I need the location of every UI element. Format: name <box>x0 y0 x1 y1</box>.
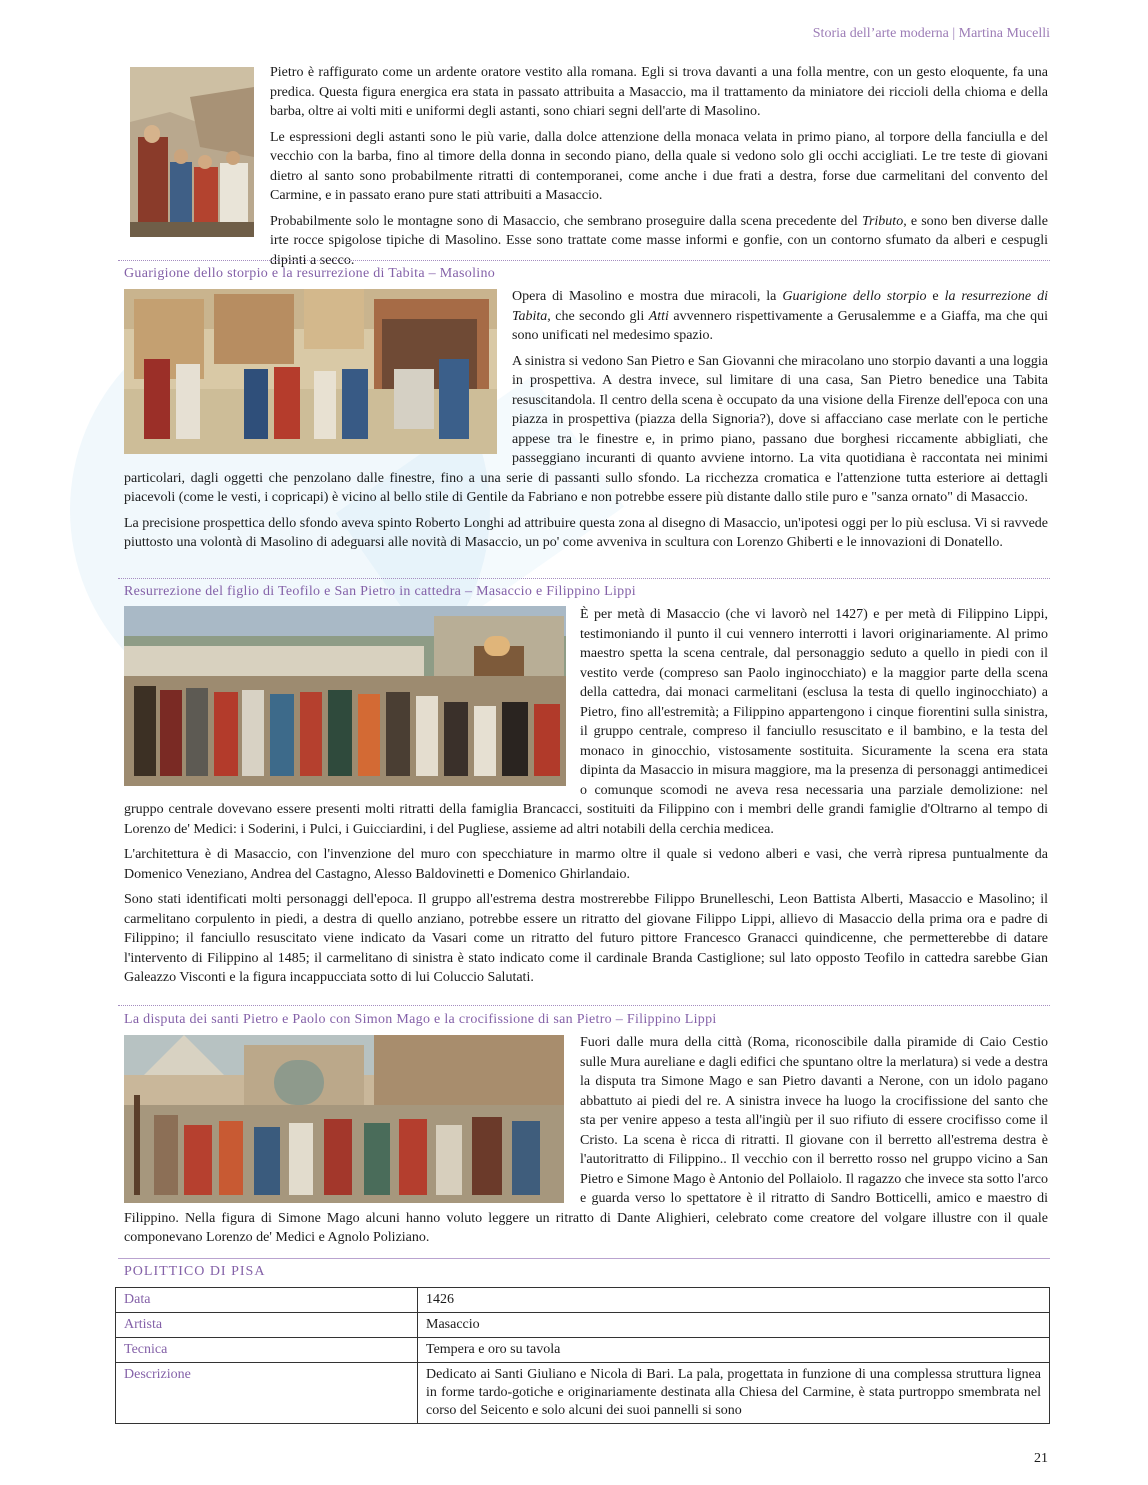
section-heading-disputa: La disputa dei santi Pietro e Paolo con Simon Mago e la crocifissione di san Pietro – Filippino Lippi <box>124 1012 717 1027</box>
section-guarigione-text <box>124 287 1048 559</box>
section-teofilo-text <box>124 605 1048 994</box>
row-key: Artista <box>116 1313 418 1338</box>
fresco-resurrezione-figlio-teofilo <box>124 606 566 786</box>
row-key: Data <box>116 1288 418 1313</box>
section-heading-guarigione: Guarigione dello storpio e la resurrezione di Tabita – Masolino <box>124 266 496 281</box>
guarigione-paragraph-3: La precisione prospettica dello sfondo aveva spinto Roberto Longhi ad attribuire questa zona al disegno di Masaccio, un'ipotesi oggi per lo più esclusa. Vi si ravvede piuttosto una volontà di Masolino di adeguarsi alle novità di Masaccio, un po' come avveniva in scultura con Lorenzo Ghiberti e le innovazioni di Donatello. <box>124 515 1049 550</box>
intro-text <box>270 63 1048 276</box>
table-row <box>116 1363 1050 1424</box>
row-key: Tecnica <box>116 1338 418 1363</box>
table-row <box>116 1313 1050 1338</box>
section-disputa-text <box>124 1033 1048 1254</box>
section-divider <box>118 1005 1050 1006</box>
intro-paragraph-1: Pietro è raffigurato come un ardente oratore vestito alla romana. Egli si trova davanti a una folla mentre, con un gesto eloquente, fa una predica. Questa figura energica era stata in passato attribuita a Masaccio, ma il trattamento da miniatore dei riccioli della chioma e della barba, oltre ai volti miti e uniformi degli astanti, sono chiari segni dell'arte di Masolino. <box>270 65 1048 119</box>
page-number: 21 <box>1034 1451 1048 1466</box>
running-header: Storia dell’arte moderna | Martina Mucelli <box>812 26 1050 41</box>
row-value: Tempera e oro su tavola <box>418 1338 1050 1363</box>
section-divider <box>118 1258 1050 1259</box>
table-row <box>116 1338 1050 1363</box>
guarigione-paragraph-2: A sinistra si vedono San Pietro e San Giovanni che miracolano uno storpio davanti a una loggia in prospettiva. A destra invece, sul limitare di una casa, San Pietro benedice una Tabita resuscitandola. Il centro della scena è occupato da una visione della Firenze dell'epoca con una piazza in prospettiva (piazza della Signoria?), dove si affacciano case merlate con le pertiche appese tra le finestre e, in primo piano, passano due borghesi riccamente abbigliati, che passeggiano incuranti di quanto avviene intorno. La vita quotidiana è raccontata nei minimi particolari, dagli oggetti che penzolano dalle finestre, fino a una serie di passanti sullo sfondo. La ricchezza cromatica e l'attenzione tutta esteriore ai dettagli piacevoli (come le vesti, i copricapi) è vicino al bello stile di Gentile da Fabriano e non potrebbe essere più distante dallo stile puro e "sanza ornato" di Masaccio. <box>124 353 1048 505</box>
section-heading-teofilo: Resurrezione del figlio di Teofilo e San Pietro in cattedra – Masaccio e Filippino Lippi <box>124 584 636 599</box>
guarigione-paragraph-1: Opera di Masolino e mostra due miracoli, la Guarigione dello storpio e la resurrezione di Tabita, che secondo gli Atti avvennero rispettivamente a Gerusalemme e a Giaffa, ma che qui sono unificati nel medesimo spazio. <box>512 289 1048 343</box>
artwork-info-table <box>115 1287 1050 1424</box>
fresco-predica-di-san-pietro <box>130 67 254 237</box>
section-heading-polittico-di-pisa: POLITTICO DI PISA <box>124 1264 266 1279</box>
disputa-paragraph-1: Fuori dalle mura della città (Roma, riconoscibile dalla piramide di Caio Cestio sulle Mura aureliane e dagli edifici che spuntano oltre la merlatura) si vede a destra la disputa tra Simone Mago e san Pietro davanti a Nerone, con un idolo pagano abbattuto ai piedi del re. A sinistra invece ha luogo la crocifissione del santo che sta per venire appeso a testa all'ingiù per il suo rifiuto di essere crocifisso come il Cristo. La scena è ricca di ritratti. Il giovane con il berretto all'estrema destra è l'autoritratto di Filippino.. Il vecchio con il berretto rosso nel gruppo vicino a San Pietro e Simone Mago è Antonio del Pollaiolo. Il ragazzo che invece sta sotto l'arco e guarda verso lo spettatore è il ritratto di Sandro Botticelli, amico e maestro di Filippino. Nella figura di Simone Mago alcuni hanno voluto leggere un ritratto di Dante Alighieri, celebrato come creatore del volgare illustre con il quale componevano Lorenzo de' Medici e Agnolo Poliziano. <box>124 1035 1048 1245</box>
fresco-guarigione-storpio <box>124 289 497 454</box>
teofilo-paragraph-3: Sono stati identificati molti personaggi dell'epoca. Il gruppo all'estrema destra mostrerebbe Filippo Brunelleschi, Leon Battista Alberti, Masaccio e Masolino; il carmelitano corpulento in piedi, a destra di quello anziano, potrebbe essere un ritratto del giovane Filippo Lippi, allievo di Masaccio della prima ora e padre di Filippino; il fanciullo resuscitato viene indicato da Vasari come un ritratto del futuro pittore Francesco Granacci quindicenne, che permetterebbe di datare l'intervento di Filippino al 1485; il carmelitano di sinistra è stato indicato come il cardinale Branda Castiglione; sul lato opposto Teofilo in cattedra sarebbe Gian Galeazzo Visconti e la figura incappucciata sotto di lui Coluccio Salutati. <box>124 892 1048 985</box>
section-divider <box>118 260 1050 261</box>
section-divider <box>118 578 1050 579</box>
fresco-disputa-simon-mago <box>124 1035 564 1203</box>
table-row <box>116 1288 1050 1313</box>
row-value: 1426 <box>418 1288 1050 1313</box>
intro-paragraph-3: Probabilmente solo le montagne sono di Masaccio, che sembrano proseguire dalla scena precedente del Tributo, e sono ben diverse dalle irte rocce spigolose tipiche di Masolino. Esse sono trattate come masse informi e gonfie, con un contorno sfumato da alberi e cespugli dipinti a secco. <box>270 213 1048 268</box>
row-key: Descrizione <box>116 1363 418 1424</box>
intro-paragraph-2: Le espressioni degli astanti sono le più varie, dalla dolce attenzione della monaca velata in primo piano, al torpore della fanciulla e del vecchio con la barba, fino al timore della donna in secondo piano, della quale si vedono solo gli occhi accigliati. Le tre teste di giovani dietro al santo sono probabilmente ritratti di contemporanei, come anche i due frati a destra, forse due carmelitani del convento del Carmine, e in passato erano pure stati attribuiti a Masaccio. <box>270 129 1048 203</box>
teofilo-paragraph-2: L'architettura è di Masaccio, con l'invenzione del muro con specchiature in marmo oltre il quale si vedono alberi e vasi, che verrà ripresa puntualmente da Domenico Veneziano, Andrea del Castagno, Alesso Baldovinetti e Domenico Ghirlandaio. <box>124 847 1048 882</box>
row-value: Masaccio <box>418 1313 1050 1338</box>
teofilo-paragraph-1: È per metà di Masaccio (che vi lavorò nel 1427) e per metà di Filippino Lippi, testimoniando il punto il cui vennero interrotti i lavori originariamente. Al primo maestro spetta la scena centrale, dal personaggio seduto a quello in piedi con il vestito verde (compreso san Paolo inginocchiato) e la maggior parte della scena della cattedra, dai monaci carmelitani (esclusa la testa di quello inginocchiato) a Pietro, fino all'estremità; a Filippino appartengono i cinque fiorentini sulla sinistra, il gruppo centrale, compreso il fanciullo resuscitato e il bambino, e la testa del monaco in ginocchio, vistosamente sostituita. Sicuramente la scena era stata dipinta da Masaccio in misura maggiore, ma la presenza di personaggi antimedicei o comunque scomodi ne aveva resa necessaria una parziale demolizione: nel gruppo centrale dovevano essere presenti molti ritratti della famiglia Brancacci, sostituiti da Filippino con i membri delle grandi famiglie d'Oltrarno al tempo di Lorenzo de' Medici: i Soderini, i Pulci, i Guicciardini, i del Pugliese, assieme ad altri notabili della cerchia medicea. <box>124 607 1048 837</box>
row-value: Dedicato ai Santi Giuliano e Nicola di Bari. La pala, progettata in funzione di una complessa struttura lignea in forme tardo-gotiche e originariamente destinata alla Chiesa del Carmine, è stata purtroppo smembrata nel corso del Seicento e solo alcuni dei suoi pannelli si sono <box>418 1363 1050 1424</box>
